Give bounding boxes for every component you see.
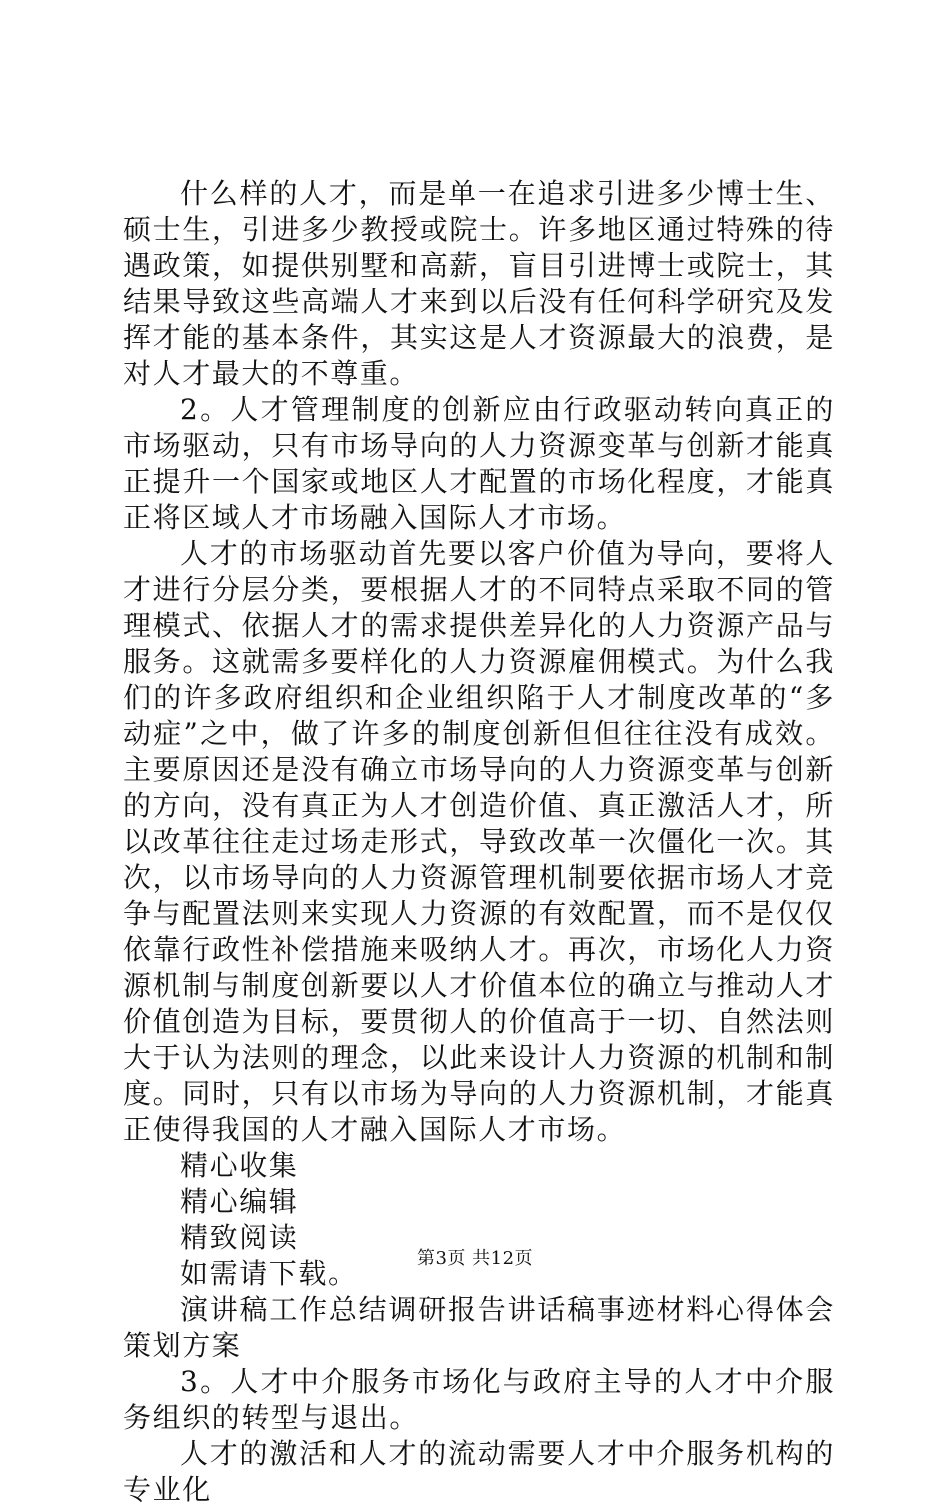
paragraph-point-2-heading: 2。人才管理制度的创新应由行政驱动转向真正的市场驱动，只有市场导向的人力资源变革与创新才能真正提升一个国家或地区人才配置的市场化程度，才能真正将区域人才市场融入国际人才市场。 (123, 393, 835, 534)
paragraph-market-driven: 人才的市场驱动首先要以客户价值为导向，要将人才进行分层分类，要根据人才的不同特点采取不同的管理模式、依据人才的需求提供差异化的人力资源产品与服务。这就需多要样化的人力资源雇佣模式。为什么我们的许多政府组织和企业组织陷于人才制度改革的“多动症”之中，做了许多的制度创新但但往往没有成效。主要原因还是没有确立市场导向的人力资源变革与创新的方向，没有真正为人才创造价值、真正激活人才，所以改革往往走过场走形式，导致改革一次僵化一次。其次，以市场导向的人力资源管理机制要依据市场人才竞争与配置法则来实现人力资源的有效配置，而不是仅仅依靠行政性补偿措施来吸纳人才。再次，市场化人力资源机制与制度创新要以人才价值本位的确立与推动人才价值创造为目标，要贯彻人的价值高于一切、自然法则大于认为法则的理念，以此来设计人力资源的机制和制度。同时，只有以市场为导向的人力资源机制，才能真正使得我国的人才融入国际人才市场。 (123, 537, 835, 1146)
line-download: 如需请下载。 (180, 1257, 358, 1290)
line-document-types: 演讲稿工作总结调研报告讲话稿事迹材料心得体会策划方案 (123, 1293, 835, 1362)
paragraph-talent-waste: 什么样的人才，而是单一在追求引进多少博士生、硕士生，引进多少教授或院士。许多地区通过特殊的待遇政策，如提供别墅和高薪，盲目引进博士或院士，其结果导致这些高端人才来到以后没有任何科学研究及发挥才能的基本条件，其实这是人才资源最大的浪费，是对人才最大的不尊重。 (123, 177, 835, 390)
document-body (123, 176, 835, 1508)
paragraph-intermediary-services: 人才的激活和人才的流动需要人才中介服务机构的专业化 (123, 1437, 835, 1506)
line-reading: 精致阅读 (180, 1221, 299, 1254)
line-collected: 精心收集 (180, 1149, 299, 1182)
paragraph-point-3-heading: 3。人才中介服务市场化与政府主导的人才中介服务组织的转型与退出。 (123, 1365, 835, 1434)
page-number-footer: 第3页 共12页 (416, 1248, 534, 1269)
line-edited: 精心编辑 (180, 1185, 299, 1218)
